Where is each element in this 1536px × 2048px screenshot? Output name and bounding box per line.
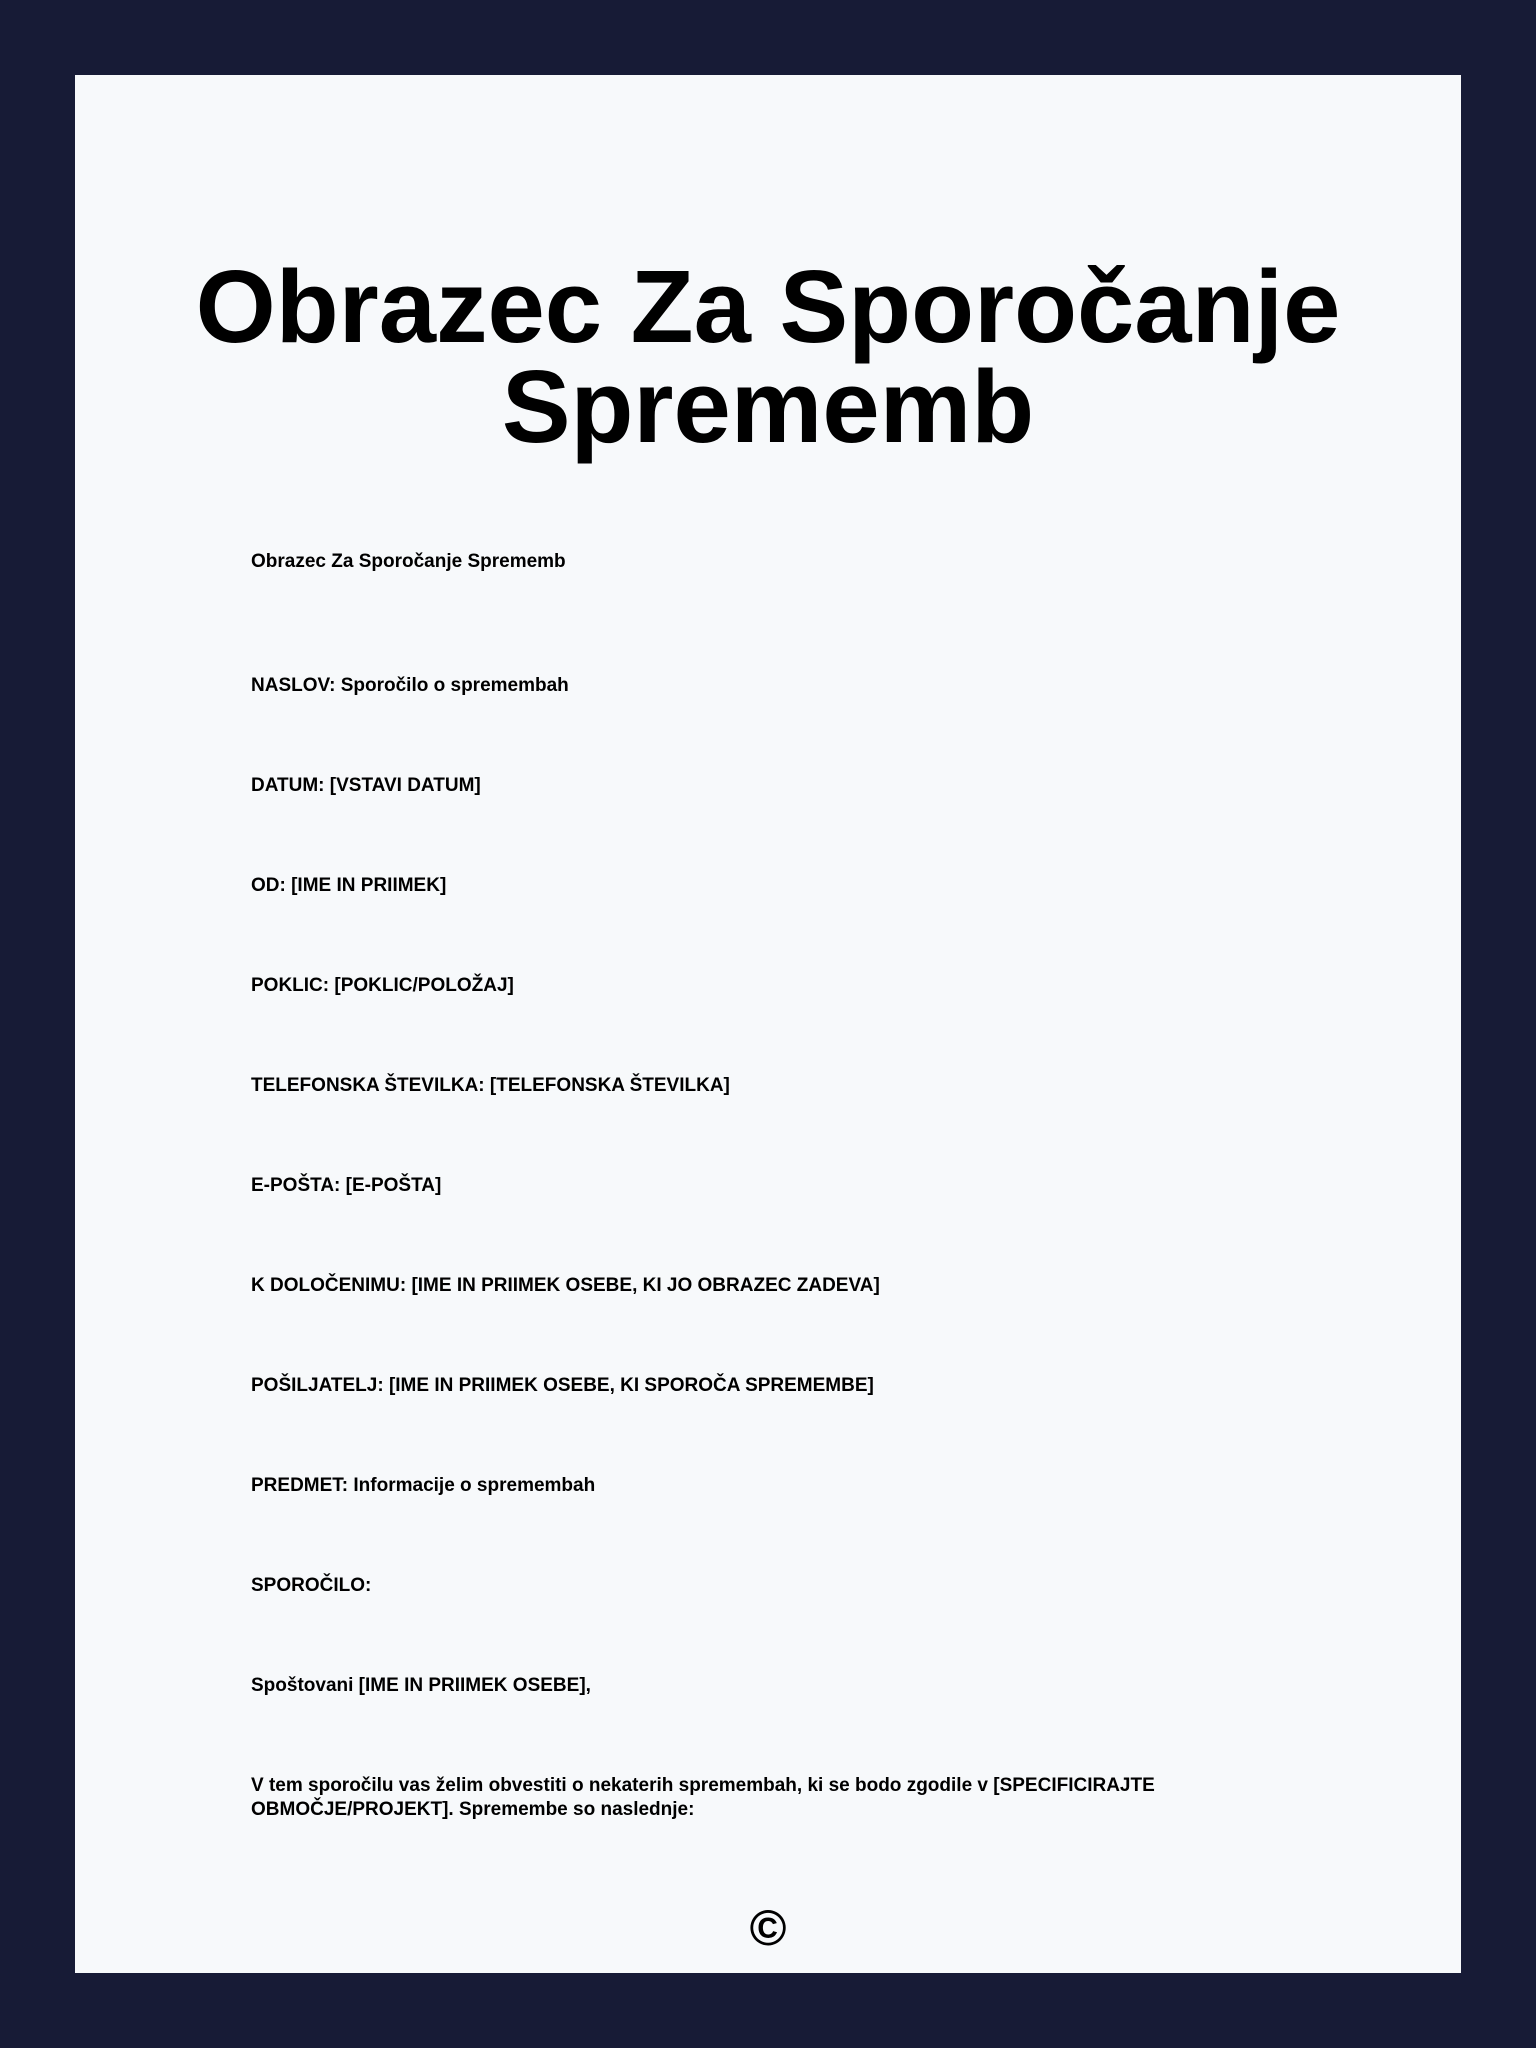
field-value: [TELEFONSKA ŠTEVILKA] bbox=[489, 1075, 730, 1096]
field-label: TELEFONSKA ŠTEVILKA: bbox=[251, 1075, 485, 1096]
field-telefonska-stevilka bbox=[251, 1074, 1285, 1098]
field-label: PREDMET: bbox=[251, 1475, 349, 1496]
field-label: NASLOV: bbox=[251, 675, 336, 696]
document-content bbox=[251, 550, 1285, 1898]
field-e-posta bbox=[251, 1174, 1285, 1198]
field-datum bbox=[251, 774, 1285, 798]
field-label: OD: bbox=[251, 875, 286, 896]
copyright-icon: © bbox=[749, 1900, 787, 1956]
field-predmet bbox=[251, 1474, 1285, 1498]
field-value: [POKLIC/POLOŽAJ] bbox=[334, 975, 514, 996]
field-label: POŠILJATELJ: bbox=[251, 1375, 384, 1396]
field-value: [E-POŠTA] bbox=[345, 1175, 442, 1196]
field-value: [VSTAVI DATUM] bbox=[329, 775, 481, 796]
field-label: SPOROČILO: bbox=[251, 1575, 372, 1596]
field-od bbox=[251, 874, 1285, 898]
body-paragraph: V tem sporočilu vas želim obvestiti o nekaterih spremembah, ki se bodo zgodile v [SPECIFICIRAJTE OBMOČJE/PROJEKT]. Spremembe so naslednje: bbox=[251, 1775, 1155, 1820]
field-naslov bbox=[251, 674, 1285, 698]
field-label: DATUM: bbox=[251, 775, 325, 796]
field-value: Informacije o spremembah bbox=[353, 1475, 596, 1496]
field-value: [IME IN PRIIMEK OSEBE, KI JO OBRAZEC ZADEVA] bbox=[411, 1275, 880, 1296]
field-value: [IME IN PRIIMEK OSEBE, KI SPOROČA SPREMEMBE] bbox=[388, 1375, 874, 1396]
field-label: K DOLOČENIMU: bbox=[251, 1275, 407, 1296]
document-page bbox=[75, 75, 1461, 1973]
field-label: E-POŠTA: bbox=[251, 1175, 341, 1196]
field-posiljatelj bbox=[251, 1374, 1285, 1398]
field-label: POKLIC: bbox=[251, 975, 330, 996]
field-value: [IME IN PRIIMEK] bbox=[291, 875, 447, 896]
document-subtitle: Obrazec Za Sporočanje Sprememb bbox=[251, 551, 566, 572]
field-k-dolocenimu bbox=[251, 1274, 1285, 1298]
greeting: Spoštovani [IME IN PRIIMEK OSEBE], bbox=[251, 1675, 591, 1696]
field-sporocilo bbox=[251, 1574, 1285, 1598]
document-title: Obrazec Za Sporočanje Sprememb bbox=[195, 249, 1341, 464]
field-value: Sporočilo o spremembah bbox=[340, 675, 569, 696]
field-poklic bbox=[251, 974, 1285, 998]
